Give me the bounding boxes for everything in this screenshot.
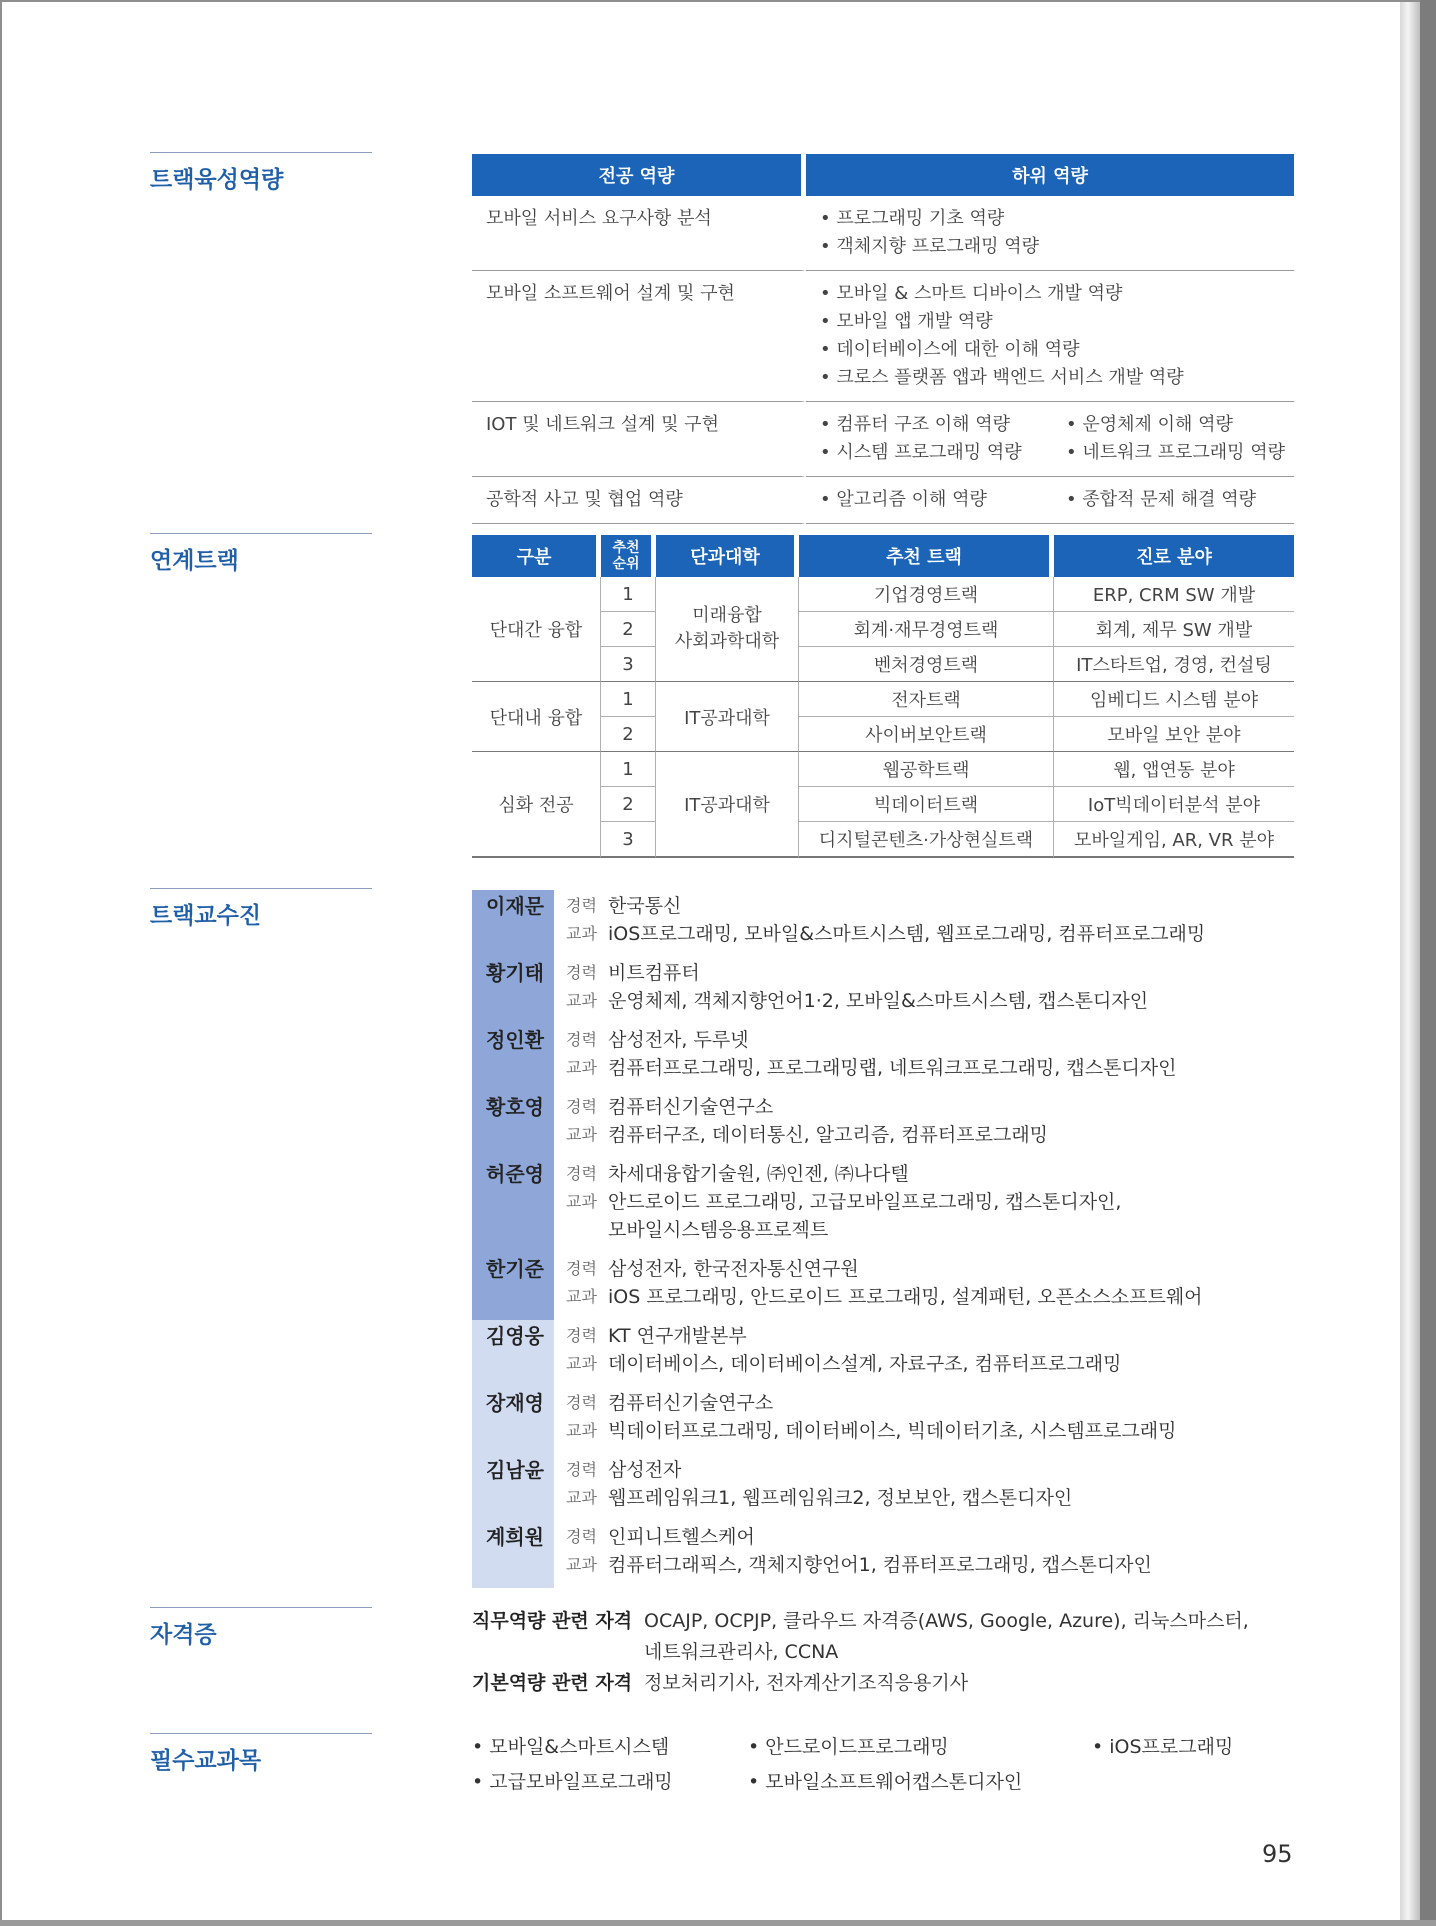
cert-row-basic xyxy=(472,1668,1312,1699)
faculty-career-line xyxy=(566,1456,1072,1484)
competency-sub xyxy=(806,477,1294,524)
faculty-name: 김남윤 xyxy=(472,1454,554,1521)
faculty-row xyxy=(472,1024,1312,1091)
faculty-career: KT 연구개발본부 xyxy=(608,1325,747,1347)
faculty-courses: 빅데이터프로그래밍, 데이터베이스, 빅데이터기초, 시스템프로그래밍 xyxy=(608,1420,1177,1442)
faculty-courses: 컴퓨터그래픽스, 객체지향언어1, 컴퓨터프로그래밍, 캡스톤디자인 xyxy=(608,1554,1152,1576)
career-tag: 경력 xyxy=(566,1527,597,1546)
required-row xyxy=(472,1730,1312,1765)
faculty-career: 삼성전자 xyxy=(608,1459,682,1481)
linked-header-track: 추천 트랙 xyxy=(799,535,1054,577)
linked-rank: 2 xyxy=(601,612,656,647)
career-tag: 경력 xyxy=(566,1030,597,1049)
faculty-career: 컴퓨터신기술연구소 xyxy=(608,1096,774,1118)
faculty-career: 비트컴퓨터 xyxy=(608,962,700,984)
faculty-details xyxy=(554,1454,1072,1521)
faculty-row xyxy=(472,1253,1312,1320)
faculty-name: 이재문 xyxy=(472,890,554,957)
competency-table xyxy=(472,154,1294,524)
linked-track: 벤처경영트랙 xyxy=(799,647,1054,682)
course-tag: 교과 xyxy=(566,1192,597,1211)
faculty-course-line xyxy=(566,1283,1203,1311)
cert-row-job-cont xyxy=(472,1637,1312,1668)
faculty-career: 삼성전자, 한국전자통신연구원 xyxy=(608,1258,859,1280)
linked-career: 회계, 제무 SW 개발 xyxy=(1054,612,1294,647)
faculty-career-line xyxy=(566,1160,1121,1188)
required-course: • 모바일소프트웨어캡스톤디자인 xyxy=(748,1771,1023,1793)
career-tag: 경력 xyxy=(566,1259,597,1278)
table-row xyxy=(472,577,1294,612)
competency-major: 공학적 사고 및 협업 역량 xyxy=(472,477,806,524)
sub-item: • 객체지향 프로그래밍 역량 xyxy=(820,236,1040,257)
course-tag: 교과 xyxy=(566,1421,597,1440)
linked-college: IT공과대학 xyxy=(656,682,799,752)
linked-rank: 1 xyxy=(601,752,656,787)
faculty-career-line xyxy=(566,1523,1152,1551)
linked-track: 사이버보안트랙 xyxy=(799,717,1054,752)
required-course: • 모바일&스마트시스템 xyxy=(472,1736,670,1758)
table-row xyxy=(472,682,1294,717)
faculty-courses: 데이터베이스, 데이터베이스설계, 자료구조, 컴퓨터프로그래밍 xyxy=(608,1353,1122,1375)
sub-item: • 모바일 앱 개발 역량 xyxy=(820,311,993,332)
faculty-courses: 안드로이드 프로그래밍, 고급모바일프로그래밍, 캡스톤디자인, xyxy=(608,1191,1122,1213)
course-tag: 교과 xyxy=(566,991,597,1010)
competency-header-major: 전공 역량 xyxy=(472,154,806,196)
sub-item: • 알고리즘 이해 역량 xyxy=(820,489,987,510)
faculty-name: 계희원 xyxy=(472,1521,554,1588)
faculty-career-line xyxy=(566,1389,1177,1417)
faculty-career-line xyxy=(566,1322,1121,1350)
faculty-details xyxy=(554,890,1205,957)
page-shadow xyxy=(1420,0,1436,1926)
faculty-row xyxy=(472,1320,1312,1387)
sub-item: • 프로그래밍 기초 역량 xyxy=(820,208,1005,229)
linked-header-college: 단과대학 xyxy=(656,535,799,577)
career-tag: 경력 xyxy=(566,1097,597,1116)
section-label-faculty: 트랙교수진 xyxy=(150,888,372,930)
linked-track: 회계·재무경영트랙 xyxy=(799,612,1054,647)
faculty-course-line xyxy=(566,987,1148,1015)
faculty-courses: 모바일시스템응용프로젝트 xyxy=(608,1219,829,1241)
linked-track: 빅데이터트랙 xyxy=(799,787,1054,822)
section-label-required: 필수교과목 xyxy=(150,1733,372,1775)
linked-track: 웹공학트랙 xyxy=(799,752,1054,787)
faculty-details xyxy=(554,1521,1152,1588)
career-tag: 경력 xyxy=(566,1460,597,1479)
faculty-career: 컴퓨터신기술연구소 xyxy=(608,1392,774,1414)
table-row xyxy=(472,402,1294,477)
faculty-row xyxy=(472,890,1312,957)
faculty-courses: iOS 프로그래밍, 안드로이드 프로그래밍, 설계패턴, 오픈소스소프트웨어 xyxy=(608,1286,1203,1308)
faculty-name: 황호영 xyxy=(472,1091,554,1158)
linked-track: 전자트랙 xyxy=(799,682,1054,717)
competency-major: IOT 및 네트워크 설계 및 구현 xyxy=(472,402,806,477)
competency-sub xyxy=(806,271,1294,402)
linked-career: IoT빅데이터분석 분야 xyxy=(1054,787,1294,822)
competency-sub xyxy=(806,402,1294,477)
cert-job-value: OCAJP, OCPJP, 클라우드 자격증(AWS, Google, Azure), 리눅스마스터, xyxy=(644,1610,1249,1632)
faculty-name: 정인환 xyxy=(472,1024,554,1091)
faculty-courses: 운영체제, 객체지향언어1·2, 모바일&스마트시스템, 캡스톤디자인 xyxy=(608,990,1149,1012)
faculty-career-line xyxy=(566,959,1148,987)
faculty-name: 김영웅 xyxy=(472,1320,554,1387)
sub-item: • 데이터베이스에 대한 이해 역량 xyxy=(820,339,1080,360)
course-tag: 교과 xyxy=(566,1287,597,1306)
linked-rank: 3 xyxy=(601,822,656,858)
faculty-course-line xyxy=(566,1188,1121,1216)
linked-header-category: 구분 xyxy=(472,535,601,577)
linked-category: 단대간 융합 xyxy=(472,577,601,682)
cert-basic-label: 기본역량 관련 자격 xyxy=(472,1672,633,1694)
faculty-details xyxy=(554,1253,1203,1320)
required-course: • 고급모바일프로그래밍 xyxy=(472,1771,673,1793)
faculty-name: 허준영 xyxy=(472,1158,554,1253)
sub-item: • 크로스 플랫폼 앱과 백엔드 서비스 개발 역량 xyxy=(820,367,1184,388)
table-row xyxy=(472,196,1294,271)
cert-job-value-cont: 네트워크관리사, CCNA xyxy=(644,1641,839,1663)
competency-major: 모바일 소프트웨어 설계 및 구현 xyxy=(472,271,806,402)
faculty-career-line xyxy=(566,892,1205,920)
page-number: 95 xyxy=(1262,1840,1293,1868)
linked-career: 임베디드 시스템 분야 xyxy=(1054,682,1294,717)
faculty-courses: 웹프레임워크1, 웹프레임워크2, 정보보안, 캡스톤디자인 xyxy=(608,1487,1073,1509)
faculty-details xyxy=(554,1158,1121,1253)
linked-rank: 2 xyxy=(601,717,656,752)
faculty-details xyxy=(554,1024,1177,1091)
section-label-competency: 트랙육성역량 xyxy=(150,152,372,194)
cert-basic-value: 정보처리기사, 전자계산기조직응용기사 xyxy=(644,1672,969,1694)
linked-career: ERP, CRM SW 개발 xyxy=(1054,577,1294,612)
faculty-courses: iOS프로그래밍, 모바일&스마트시스템, 웹프로그래밍, 컴퓨터프로그래밍 xyxy=(608,923,1206,945)
faculty-row xyxy=(472,1454,1312,1521)
faculty-list xyxy=(472,890,1312,1588)
linked-college: IT공과대학 xyxy=(656,752,799,858)
sub-item: • 모바일 & 스마트 디바이스 개발 역량 xyxy=(820,283,1123,304)
linked-career: 모바일게임, AR, VR 분야 xyxy=(1054,822,1294,858)
faculty-career-line xyxy=(566,1255,1203,1283)
faculty-career: 삼성전자, 두루넷 xyxy=(608,1029,749,1051)
linked-header-career: 진로 분야 xyxy=(1054,535,1294,577)
course-tag: 교과 xyxy=(566,1488,597,1507)
career-tag: 경력 xyxy=(566,1164,597,1183)
linked-category: 단대내 융합 xyxy=(472,682,601,752)
faculty-career: 한국통신 xyxy=(608,895,682,917)
linked-rank: 3 xyxy=(601,647,656,682)
career-tag: 경력 xyxy=(566,1326,597,1345)
faculty-row xyxy=(472,1158,1312,1253)
faculty-name: 한기준 xyxy=(472,1253,554,1320)
competency-header-sub: 하위 역량 xyxy=(806,154,1294,196)
career-tag: 경력 xyxy=(566,896,597,915)
linked-category: 심화 전공 xyxy=(472,752,601,858)
faculty-course-line xyxy=(566,1054,1177,1082)
faculty-course-line xyxy=(566,1484,1072,1512)
faculty-course-line xyxy=(566,1216,1121,1244)
faculty-course-line xyxy=(566,1417,1177,1445)
faculty-row xyxy=(472,1521,1312,1588)
required-courses xyxy=(472,1730,1312,1800)
linked-track: 디지털콘텐츠·가상현실트랙 xyxy=(799,822,1054,858)
faculty-career-line xyxy=(566,1093,1048,1121)
faculty-career: 차세대융합기술원, ㈜인젠, ㈜나다텔 xyxy=(608,1163,909,1185)
linked-rank: 1 xyxy=(601,577,656,612)
faculty-row xyxy=(472,957,1312,1024)
linked-career: IT스타트업, 경영, 컨설팅 xyxy=(1054,647,1294,682)
faculty-name: 장재영 xyxy=(472,1387,554,1454)
competency-major: 모바일 서비스 요구사항 분석 xyxy=(472,196,806,271)
document-page xyxy=(2,2,1400,1920)
required-row xyxy=(472,1765,1312,1800)
sub-item: • 시스템 프로그래밍 역량 xyxy=(820,442,1022,463)
linked-career: 모바일 보안 분야 xyxy=(1054,717,1294,752)
faculty-details xyxy=(554,1320,1121,1387)
course-tag: 교과 xyxy=(566,1058,597,1077)
linked-rank: 2 xyxy=(601,787,656,822)
table-row xyxy=(472,477,1294,524)
required-course: • iOS프로그래밍 xyxy=(1092,1736,1234,1758)
faculty-details xyxy=(554,1387,1177,1454)
linked-header-rank: 추천 순위 xyxy=(601,535,656,577)
faculty-career: 인피니트헬스케어 xyxy=(608,1526,755,1548)
course-tag: 교과 xyxy=(566,1125,597,1144)
page-edge xyxy=(1400,2,1420,1920)
faculty-course-line xyxy=(566,1551,1152,1579)
sub-item: • 컴퓨터 구조 이해 역량 xyxy=(820,414,1010,435)
cert-job-label: 직무역량 관련 자격 xyxy=(472,1610,633,1632)
cert-spacer xyxy=(472,1637,644,1668)
course-tag: 교과 xyxy=(566,924,597,943)
competency-sub xyxy=(806,196,1294,271)
cert-row-job xyxy=(472,1606,1312,1637)
faculty-course-line xyxy=(566,920,1205,948)
page-bottom-shadow xyxy=(0,1920,1436,1926)
faculty-row xyxy=(472,1091,1312,1158)
faculty-row xyxy=(472,1387,1312,1454)
sub-item: • 운영체제 이해 역량 xyxy=(1066,414,1233,435)
section-label-linked: 연계트랙 xyxy=(150,533,372,575)
linked-track: 기업경영트랙 xyxy=(799,577,1054,612)
career-tag: 경력 xyxy=(566,1393,597,1412)
faculty-name: 황기태 xyxy=(472,957,554,1024)
certificates xyxy=(472,1606,1312,1699)
faculty-course-line xyxy=(566,1121,1048,1149)
table-row xyxy=(472,271,1294,402)
linked-rank: 1 xyxy=(601,682,656,717)
course-tag: 교과 xyxy=(566,1555,597,1574)
faculty-details xyxy=(554,1091,1048,1158)
linked-career: 웹, 앱연동 분야 xyxy=(1054,752,1294,787)
sub-item: • 종합적 문제 해결 역량 xyxy=(1066,489,1256,510)
faculty-courses: 컴퓨터구조, 데이터통신, 알고리즘, 컴퓨터프로그래밍 xyxy=(608,1124,1049,1146)
course-tag: 교과 xyxy=(566,1354,597,1373)
faculty-career-line xyxy=(566,1026,1177,1054)
faculty-details xyxy=(554,957,1148,1024)
section-label-certs: 자격증 xyxy=(150,1607,372,1649)
career-tag: 경력 xyxy=(566,963,597,982)
sub-item: • 네트워크 프로그래밍 역량 xyxy=(1066,442,1286,463)
course-tag-spacer xyxy=(566,1216,608,1244)
required-course: • 안드로이드프로그래밍 xyxy=(748,1736,949,1758)
linked-track-table xyxy=(472,535,1294,858)
faculty-course-line xyxy=(566,1350,1121,1378)
table-row xyxy=(472,752,1294,787)
faculty-courses: 컴퓨터프로그래밍, 프로그래밍랩, 네트워크프로그래밍, 캡스톤디자인 xyxy=(608,1057,1177,1079)
linked-college: 미래융합 사회과학대학 xyxy=(656,577,799,682)
